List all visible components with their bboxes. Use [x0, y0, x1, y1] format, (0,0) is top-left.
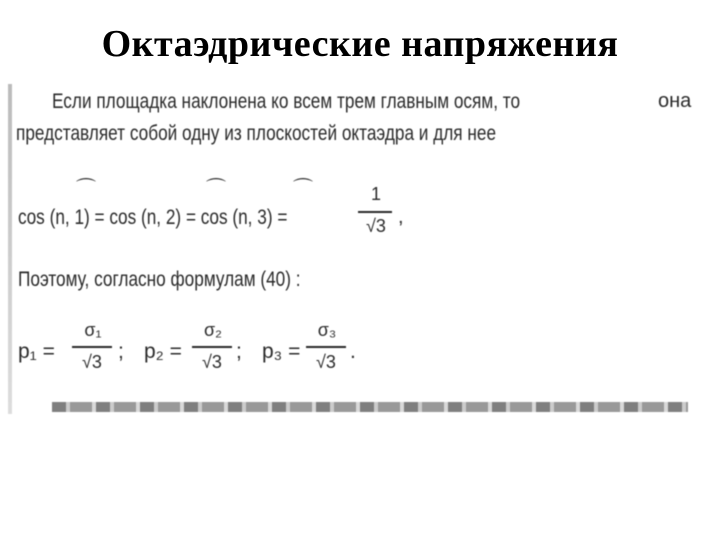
- p3-period: .: [350, 340, 356, 363]
- p2-fraction-bar: [192, 346, 232, 348]
- p3-denominator: √3: [316, 352, 336, 372]
- text-line-3: Поэтому, согласно формулам (40) :: [18, 268, 301, 291]
- p2-lhs: p₂ =: [144, 340, 182, 363]
- text-line-2: представляет собой одну из плоскостей октаэдра и для нее: [16, 122, 497, 145]
- scan-left-edge: [8, 84, 12, 414]
- p2-separator: ;: [236, 340, 242, 363]
- p1-separator: ;: [118, 340, 124, 363]
- text-line-1-end: она: [658, 90, 692, 112]
- text-line-1: Если площадка наклонена ко всем трем главным осям, то: [52, 90, 521, 113]
- slide-title: Октаэдрические напряжения: [101, 23, 619, 65]
- cos-numerator: 1: [370, 184, 381, 204]
- hat-mark-2: ⌒: [206, 178, 226, 200]
- cos-comma: ,: [398, 206, 404, 228]
- p1-lhs: p₁ =: [18, 340, 55, 363]
- cos-fraction-bar: [358, 211, 392, 213]
- p1-denominator: √3: [82, 352, 102, 372]
- cos-formula: cos (n, 1) = cos (n, 2) = cos (n, 3) =: [18, 206, 288, 229]
- cut-off-text-line: [52, 402, 688, 412]
- cos-denominator: √3: [366, 216, 386, 236]
- p1-fraction-bar: [72, 346, 112, 348]
- p3-numerator: σ₃: [317, 320, 337, 340]
- p2-numerator: σ₂: [203, 320, 223, 340]
- hat-mark-3: ⌒: [293, 178, 313, 200]
- p1-numerator: σ₁: [84, 320, 102, 340]
- scanned-text-image: [8, 84, 694, 414]
- p3-lhs: p₃ =: [262, 340, 301, 363]
- p3-fraction-bar: [306, 346, 346, 348]
- hat-mark-1: ⌒: [76, 178, 96, 200]
- p2-denominator: √3: [202, 352, 222, 372]
